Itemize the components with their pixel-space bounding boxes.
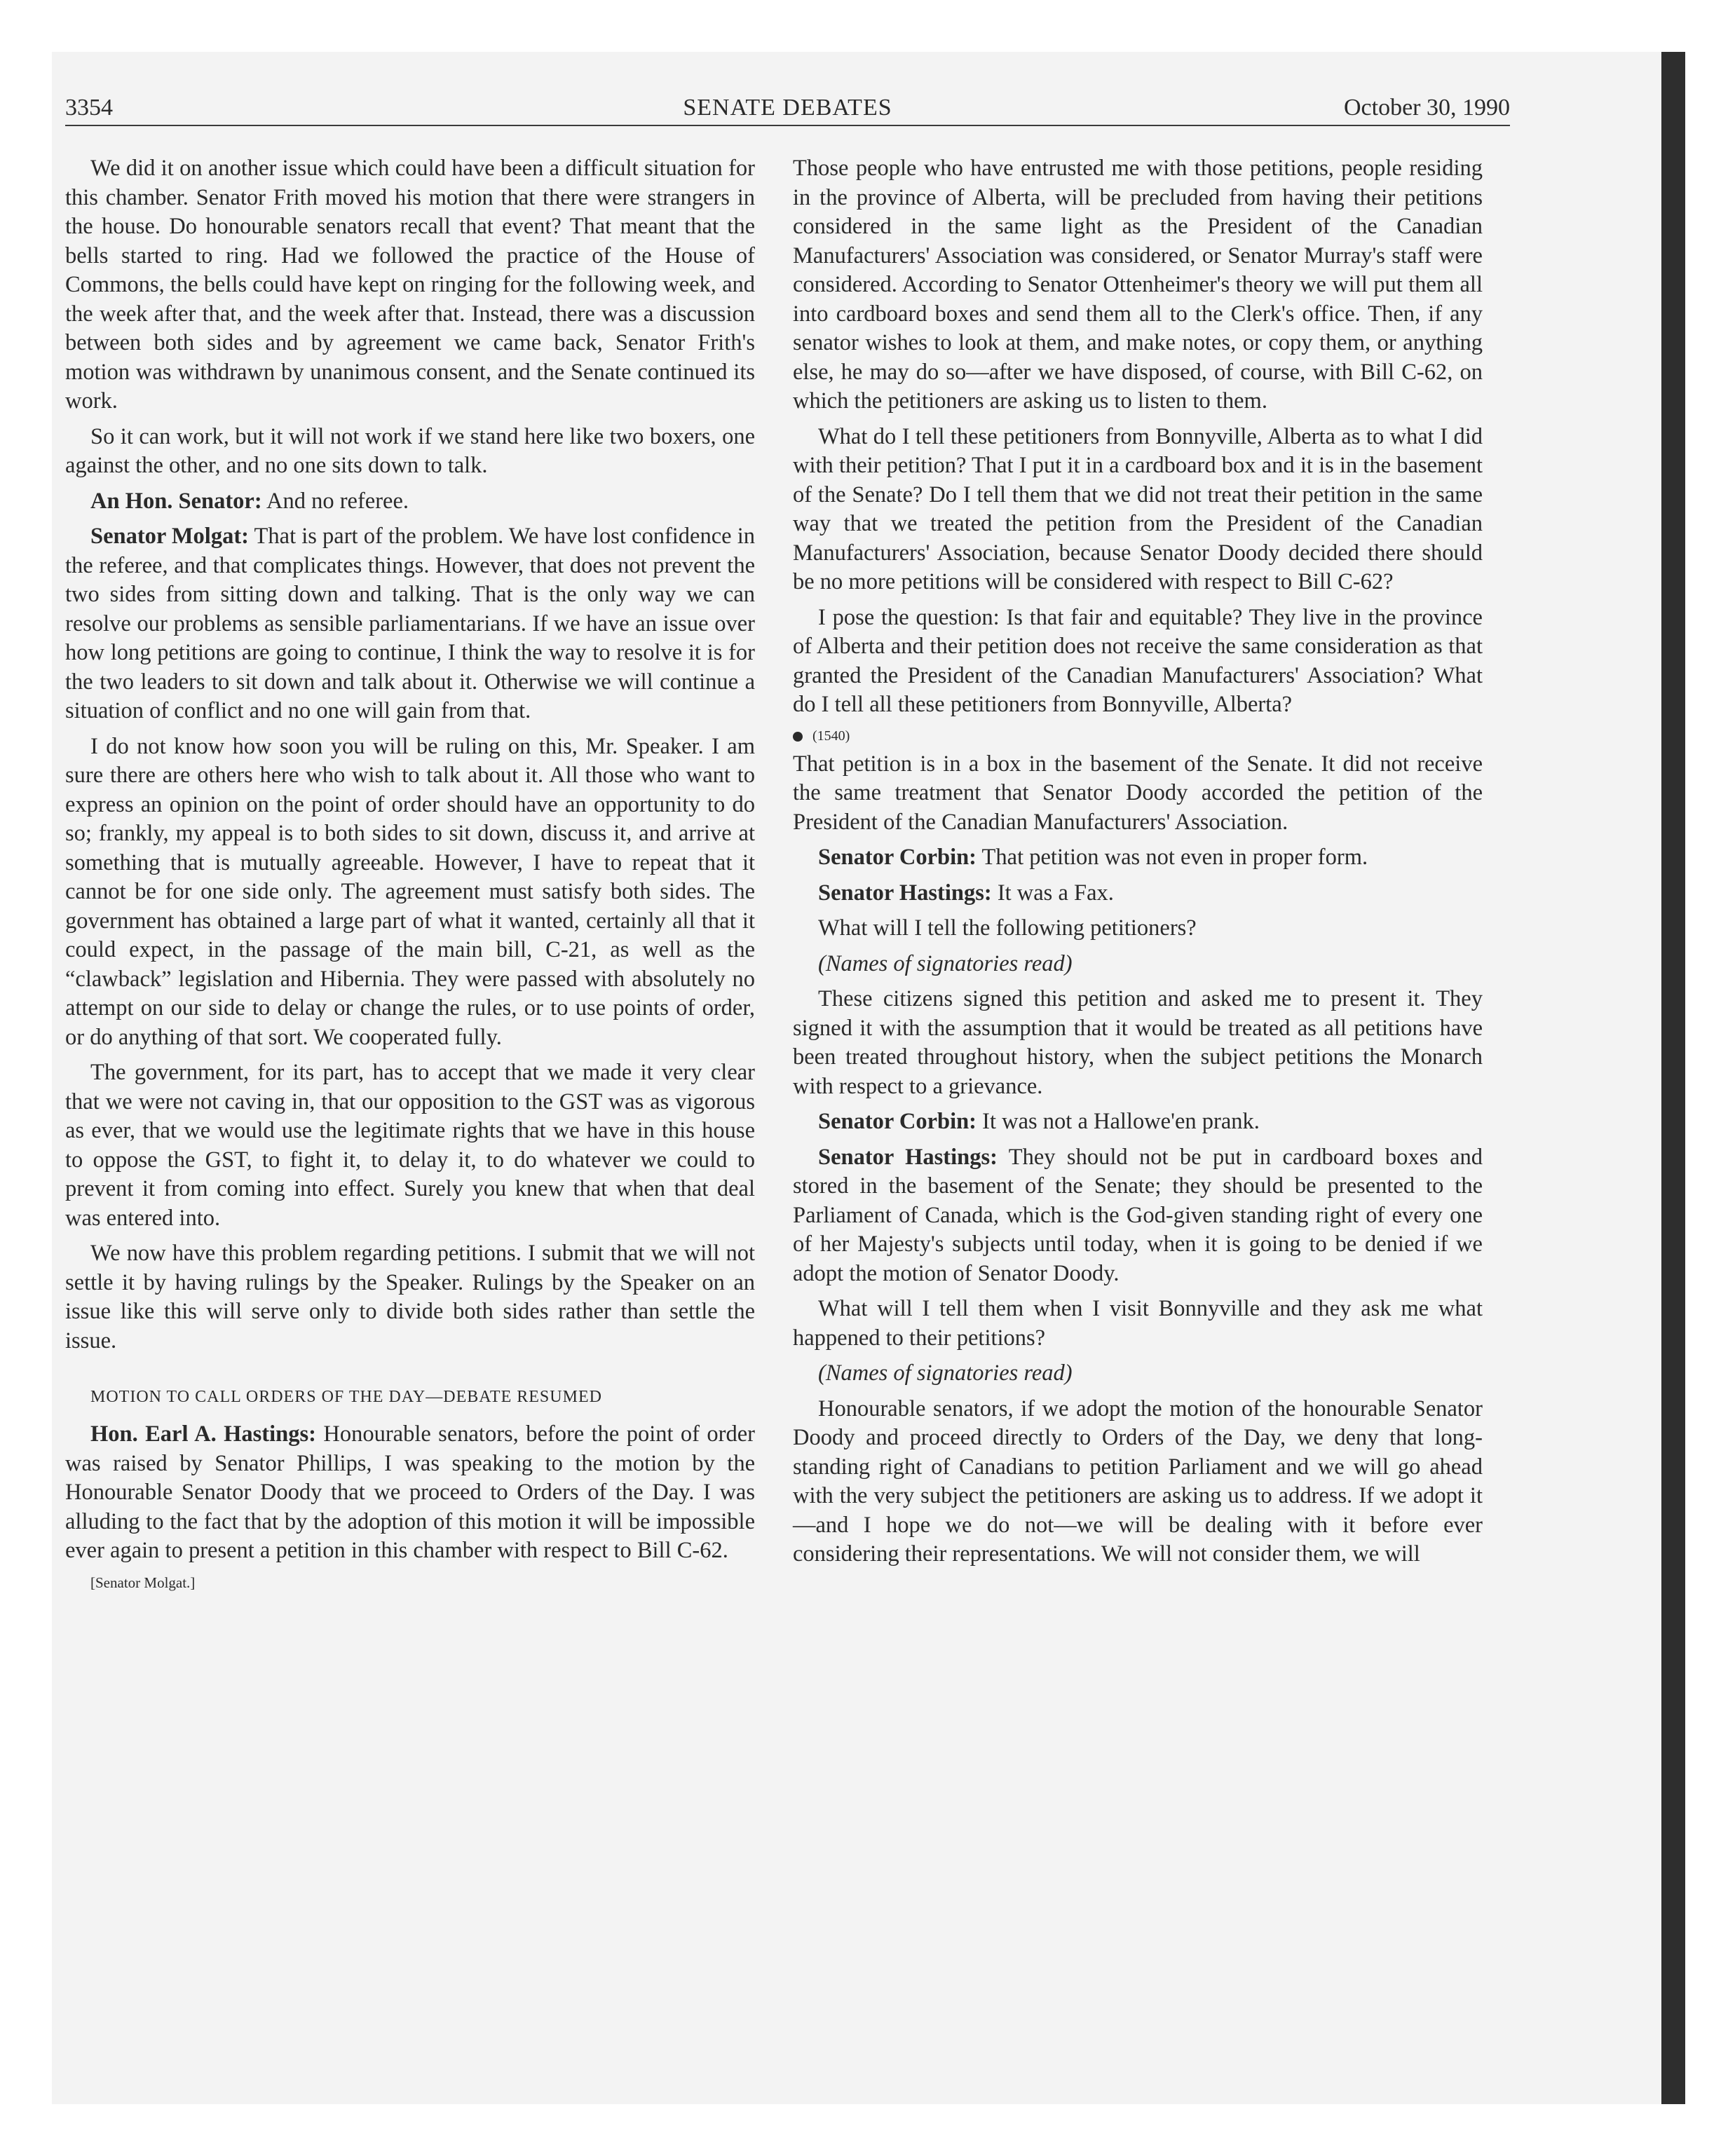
paragraph: I do not know how soon you will be ruling on this, Mr. Speaker. I am sure there are others here who wish to talk about it. All those who want to express an opinion on the point of order should have an opportunity to do so; frankly, my appeal is to both sides to sit down, discuss it, and arrive at something that is mutually agreeable. However, I have to repeat that it cannot be for one side only. The agreement must satisfy both sides. The government has obtained a large part of what it wanted, certainly all that it could expect, in the passage of the main bill, C-21, as well as the “clawback” legislation and Hibernia. They were passed with absolutely no attempt on our side to delay or change the rules, or to use points of order, or do anything of that sort. We cooperated fully.: [65, 733, 755, 1050]
paragraph: These citizens signed this petition and asked me to present it. They signed it with the assumption that it would be treated as all petitions have been treated throughout history, when the subject petitions the Monarch with respect to a grievance.: [793, 986, 1483, 1099]
speech-paragraph: [793, 843, 1483, 873]
stage-direction: (Names of signatories read): [818, 1360, 1073, 1386]
paragraph: We now have this problem regarding petitions. I submit that we will not settle it by having rulings by the Speaker. Rulings by the Speaker on an issue like this will serve only to divide both sides rather than settle the issue.: [65, 1241, 755, 1353]
speaker-name: Senator Corbin:: [818, 1109, 977, 1134]
speech-paragraph: [65, 487, 755, 517]
page-header: [65, 91, 1510, 126]
time-marker: [793, 726, 1483, 746]
paragraph: We did it on another issue which could have been a difficult situation for this chamber. Senator Frith moved his motion that there were strangers in the house. Do honourable senators recall that event? That meant that the bells started to ring. Had we followed the practice of the House of Commons, the bells could have kept on ringing for the following week, and the week after that, and the week after that. Instead, there was a discussion between both sides and by agreement we came back, Senator Frith's motion was withdrawn by unanimous consent, and the Senate continued its work.: [65, 156, 755, 414]
speech-paragraph: [793, 1107, 1483, 1137]
speech-text: That is part of the problem. We have lost confidence in the referee, and that complicates things. However, that does not prevent the two sides from sitting down and talking. That is the only way we can resolve our problems as sensible parliamentarians. If we have an issue over how long petitions are going to continue, I think the way to resolve it is for the two leaders to sit down and talk about it. Otherwise we will continue a situation of conflict and no one will gain from that.: [65, 524, 755, 723]
right-column: [793, 154, 1483, 1576]
time-marker-text: (1540): [812, 728, 850, 744]
paragraph: The government, for its part, has to accept that we made it very clear that we were not caving in, that our opposition to the GST was as vigorous as ever, that we would use the legitimate rights that we have in this house to oppose the GST, to fight it, to delay it, to do whatever we could to prevent it from coming into effect. Surely you knew that when that deal was entered into.: [65, 1060, 755, 1231]
speech-text: And no referee.: [261, 488, 409, 514]
speech-text: It was a Fax.: [991, 880, 1114, 906]
speech-text: They should not be put in cardboard boxes and stored in the basement of the Senate; they should be presented to the Parliament of Canada, which is the God-given standing right of every one of her Majesty's subjects until today, when it is going to be denied if we adopt the motion of Senator Doody.: [793, 1144, 1483, 1286]
section-heading: MOTION TO CALL ORDERS OF THE DAY—DEBATE RESUMED: [90, 1388, 602, 1406]
speaker-name: Hon. Earl A. Hastings:: [90, 1421, 316, 1447]
speech-text: That petition was not even in proper form.: [977, 845, 1368, 870]
stage-direction: (Names of signatories read): [818, 950, 1073, 976]
speaker-continuation-note: [Senator Molgat.]: [90, 1574, 196, 1591]
speech-paragraph: [65, 1420, 755, 1566]
speaker-name: Senator Hastings:: [818, 880, 992, 906]
publication-title: SENATE DEBATES: [683, 95, 892, 121]
paragraph: What do I tell these petitioners from Bonnyville, Alberta as to what I did with their petition? That I put it in a cardboard box and it is in the basement of the Senate? Do I tell them that we did not treat their petition in the same way that we treated the petition from the President of the Canadian Manufacturers' Association, because Senator Doody decided there should be no more petitions will be considered with respect to Bill C-62?: [793, 423, 1483, 594]
speech-text: It was not a Hallowe'en prank.: [977, 1109, 1260, 1134]
speaker-name: Senator Corbin:: [818, 845, 977, 870]
speaker-name: An Hon. Senator:: [90, 488, 262, 514]
scan-edge-bar: [1661, 52, 1685, 2104]
speech-paragraph: [65, 522, 755, 726]
bullet-icon: [793, 732, 803, 742]
speech-paragraph: [793, 879, 1483, 908]
speaker-name: Senator Hastings:: [818, 1144, 998, 1170]
page-number: 3354: [65, 95, 113, 121]
speaker-name: Senator Molgat:: [90, 524, 249, 549]
paragraph: Those people who have entrusted me with those petitions, people residing in the province of Alberta, will be precluded from having their petitions considered in the same light as the President of the Canadian Manufacturers' Association was considered, or Senator Murray's staff were considered. According to Senator Ottenheimer's theory we will put them all into cardboard boxes and send them all to the Clerk's office. Then, if any senator wishes to look at them, and make notes, or copy them, or anything else, he may do so—after we have disposed, of course, with Bill C-62, on which the petitioners are asking us to listen to them.: [793, 156, 1483, 414]
speech-paragraph: [793, 1143, 1483, 1289]
left-column: [65, 154, 755, 1592]
paragraph: So it can work, but it will not work if we stand here like two boxers, one against the other, and no one sits down to talk.: [65, 423, 755, 478]
publication-date: October 30, 1990: [1343, 95, 1510, 121]
paragraph: What will I tell the following petitioners?: [818, 915, 1197, 941]
paragraph: What will I tell them when I visit Bonnyville and they ask me what happened to their petitions?: [793, 1296, 1483, 1351]
paragraph: Honourable senators, if we adopt the motion of the honourable Senator Doody and proceed directly to Orders of the Day, we deny that long-standing right of Canadians to petition Parliament and we will go ahead with the very subject the petitioners are asking us to address. If we adopt it—and I hope we do not—we will be dealing with it before ever considering their representations. We will not consider them, we will: [793, 1396, 1483, 1567]
paragraph: I pose the question: Is that fair and equitable? They live in the province of Alberta and their petition does not receive the same consideration as that granted the President of the Canadian Manufacturers' Association? What do I tell all these petitioners from Bonnyville, Alberta?: [793, 604, 1483, 717]
speech-text: Honourable senators, before the point of order was raised by Senator Phillips, I was speaking to the motion by the Honourable Senator Doody that we proceed to Orders of the Day. I was alluding to the fact that by the adoption of this motion it will be impossible ever again to present a petition in this chamber with respect to Bill C-62.: [65, 1421, 755, 1563]
paragraph: That petition is in a box in the basement of the Senate. It did not receive the same treatment that Senator Doody accorded the petition of the President of the Canadian Manufacturers' Association.: [793, 751, 1483, 835]
